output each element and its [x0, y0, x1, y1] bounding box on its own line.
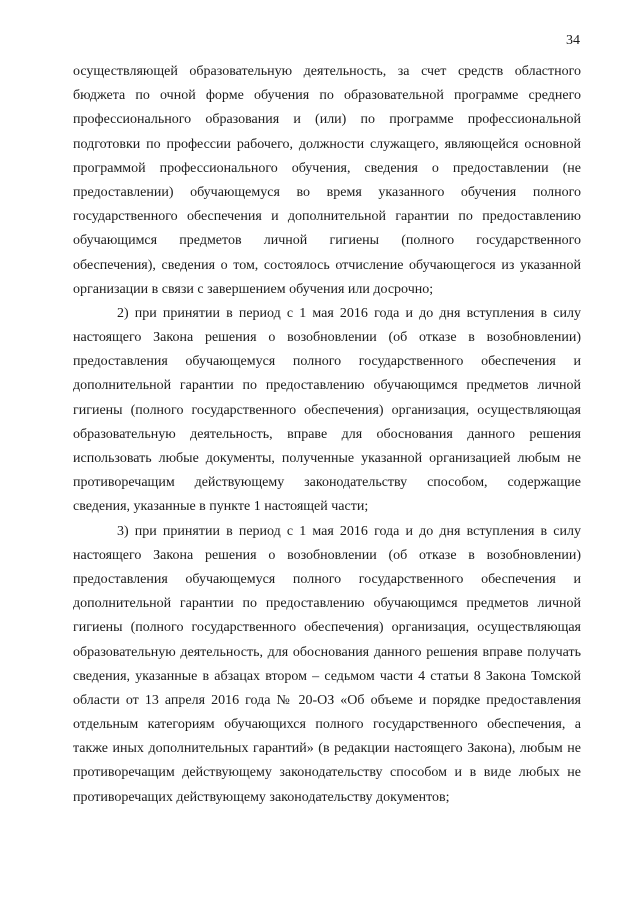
text-line: предоставления обучающемуся полного государственного обеспечения и	[73, 354, 581, 370]
text-line: настоящего Закона решения о возобновлении (об отказе в возобновлении)	[73, 330, 581, 346]
text-line: организации в связи с завершением обучения или досрочно;	[73, 281, 434, 297]
text-line: гигиены (полного государственного обеспечения) организация, осуществляющая	[73, 402, 581, 418]
text-line: программой профессионального обучения, сведения о предоставлении (не	[73, 160, 581, 176]
text-line: области от 13 апреля 2016 года № 20-ОЗ «Об объеме и порядке предоставления	[73, 692, 581, 708]
text-line: сведения, указанные в абзацах втором – седьмом части 4 статьи 8 Закона Томской	[73, 668, 581, 684]
text-line: предоставления обучающемуся полного государственного обеспечения и	[73, 571, 581, 587]
text-line: профессионального образования и (или) по программе профессиональной	[73, 112, 581, 128]
text-line: государственного обеспечения и дополнительной гарантии по предоставлению	[73, 209, 581, 225]
text-line: сведения, указанные в пункте 1 настоящей части;	[73, 499, 369, 515]
text-line: также иных дополнительных гарантий» (в редакции настоящего Закона), любым не	[73, 741, 581, 757]
text-line: предоставлении) обучающемуся во время указанного обучения полного	[73, 184, 581, 200]
text-line: подготовки по профессии рабочего, должности служащего, являющейся основной	[73, 136, 581, 152]
text-line: 2) при принятии в период с 1 мая 2016 года и до дня вступления в силу	[117, 305, 581, 321]
text-line: противоречащим действующему законодательству способом и в виде любых не	[73, 765, 581, 781]
text-line: использовать любые документы, полученные указанной организацией любым не	[73, 451, 581, 466]
page-number: 34	[566, 33, 580, 48]
text-line: отдельным категориям обучающихся полного государственного обеспечения, а	[73, 717, 581, 733]
text-line: дополнительной гарантии по предоставлению обучающимся предметов личной	[73, 596, 581, 612]
text-line: настоящего Закона решения о возобновлении (об отказе в возобновлении)	[73, 547, 581, 563]
text-line: противоречащих действующему законодательству документов;	[73, 789, 450, 805]
text-line: обучающимся предметов личной гигиены (полного государственного	[73, 233, 581, 249]
text-line: противоречащим действующему законодательству способом, содержащие	[73, 475, 581, 491]
text-line: осуществляющей образовательную деятельность, за счет средств областного	[73, 64, 581, 79]
text-line: обеспечения), сведения о том, состоялось отчисление обучающегося из указанной	[73, 257, 581, 273]
text-line: 3) при принятии в период с 1 мая 2016 года и до дня вступления в силу	[117, 523, 581, 539]
text-line: бюджета по очной форме обучения по образовательной программе среднего	[73, 88, 581, 104]
text-line: гигиены (полного государственного обеспечения) организация, осуществляющая	[73, 620, 581, 636]
text-line: дополнительной гарантии по предоставлению обучающимся предметов личной	[73, 378, 581, 394]
text-line: образовательную деятельность, для обоснования данного решения вправе получать	[73, 644, 581, 660]
text-line: образовательную деятельность, вправе для обоснования данного решения	[73, 426, 581, 442]
body-text	[73, 60, 581, 810]
